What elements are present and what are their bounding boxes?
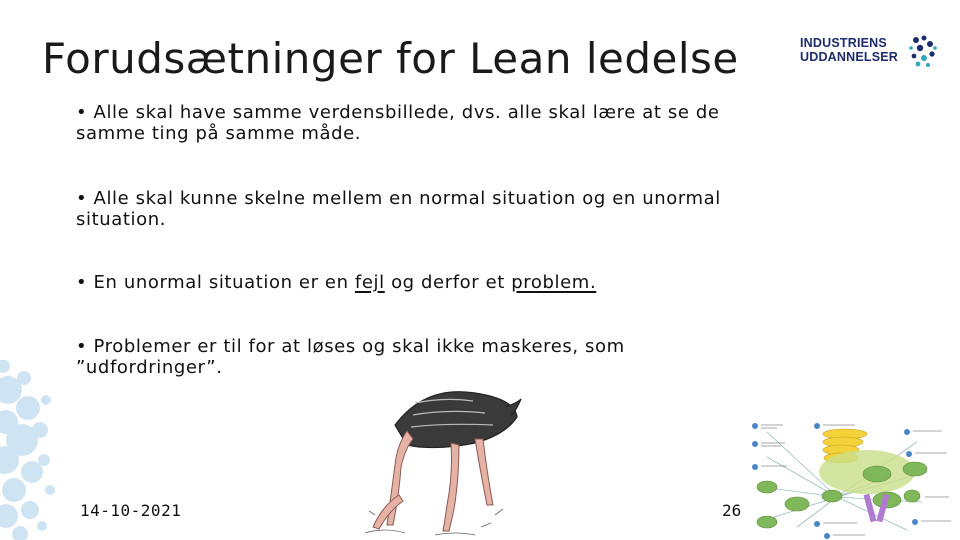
bullet-3-text-mid: og derfor et <box>384 272 512 293</box>
bullet-3 <box>76 272 596 293</box>
bullet-2-line-2: situation. <box>76 209 167 230</box>
lean-mindmap-diagram <box>737 412 960 540</box>
bullet-4 <box>76 336 625 378</box>
logo-line-1: INDUSTRIENS <box>800 36 887 50</box>
logo-dots-icon <box>908 34 938 70</box>
logo-line-2: UDDANNELSER <box>800 50 899 64</box>
industriens-uddannelser-logo <box>800 34 940 74</box>
bullet-1 <box>76 102 720 144</box>
bullet-3-underlined-fejl: fejl <box>354 272 385 293</box>
logo-wordmark <box>800 36 898 64</box>
footer-date: 14-10-2021 <box>80 501 182 520</box>
bullet-2-line-1: • Alle skal kunne skelne mellem en normal situation og en unormal <box>76 188 721 209</box>
bullet-1-line-1: • Alle skal have samme verdensbillede, dvs. alle skal lære at se de <box>76 102 720 123</box>
slide-title: Forudsætninger for Lean ledelse <box>42 34 739 83</box>
bullet-3-underlined-problem: problem. <box>511 272 597 293</box>
ostrich-head-in-sand-illustration <box>355 355 535 540</box>
bullet-1-line-2: samme ting på samme måde. <box>76 123 362 144</box>
bullet-4-line-1: • Problemer er til for at løses og skal ikke maskeres, som <box>76 336 625 357</box>
decorative-bubbles-icon <box>0 360 60 540</box>
bullet-2 <box>76 188 721 230</box>
bullet-3-text-start: • En unormal situation er en <box>76 272 355 293</box>
page-number: 26 <box>722 501 742 520</box>
bullet-4-line-2: ”udfordringer”. <box>76 357 223 378</box>
